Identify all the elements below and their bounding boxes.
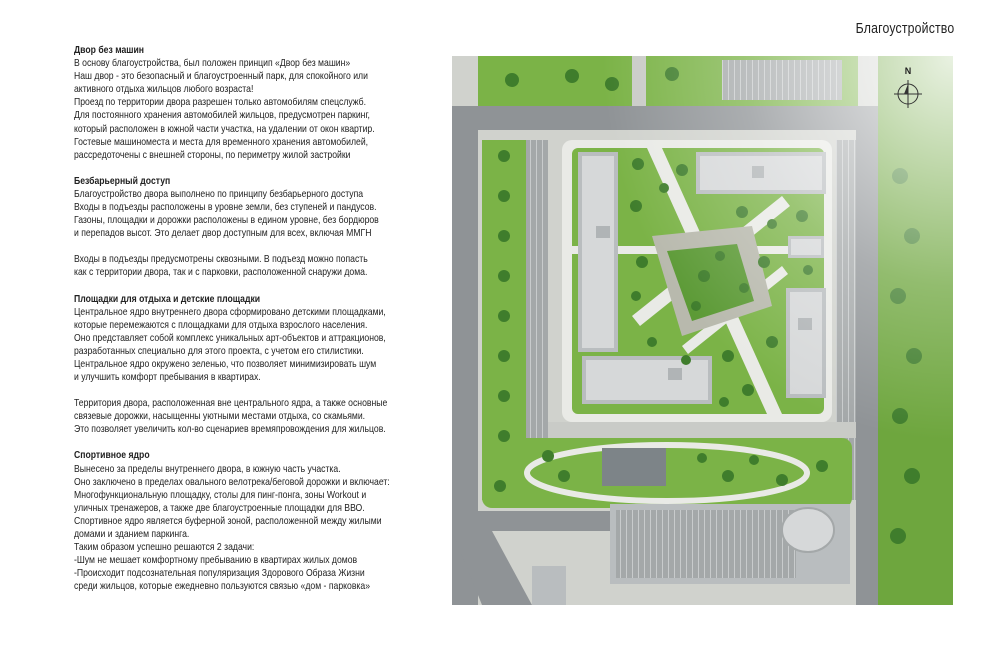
compass-label: N: [904, 66, 912, 76]
text-section: [74, 175, 435, 280]
section-paragraph: [74, 306, 435, 385]
section-heading: Двор без машин: [74, 45, 145, 56]
text-line: Оно заключено в пределах овального велотрека/беговой дорожки и включает:: [74, 476, 390, 488]
description-inner: [74, 44, 435, 593]
text-line: рассредоточены с внешней стороны, по периметру жилой застройки: [74, 149, 351, 161]
text-line: В основу благоустройства, был положен принцип «Двор без машин»: [74, 58, 351, 70]
text-line: который расположен в южной части участка, на удалении от окон квартир.: [74, 123, 375, 135]
text-line: Входы в подъезды расположены в уровне земли, без ступеней и пандусов.: [74, 202, 377, 214]
text-line: Многофункциональную площадку, столы для пинг-понга, зоны Workout и: [74, 489, 367, 501]
text-line: -Шум не мешает комфортному пребыванию в квартирах жилых домов: [74, 555, 358, 567]
text-line: активного отдыха жильцов любого возраста!: [74, 84, 254, 96]
text-line: Благоустройство двора выполнено по принципу безбарьерного доступа: [74, 188, 364, 200]
text-line: -Происходит подсознательная популяризация Здорового Образа Жизни: [74, 568, 365, 580]
text-section: [74, 44, 435, 162]
haze-overlay: [452, 56, 953, 605]
text-line: домами и зданием паркинга.: [74, 529, 190, 540]
section-paragraph: [74, 397, 435, 436]
text-line: Для постоянного хранения автомобилей жильцов, предусмотрен паркинг,: [74, 110, 370, 122]
text-line: Центральное ядро внутреннего двора сформировано детскими площадками,: [74, 306, 386, 318]
text-line: Наш двор - это безопасный и благоустроенный парк, для спокойного или: [74, 71, 368, 83]
text-line: Территория двора, расположенная вне центрального ядра, а также основные: [74, 398, 388, 410]
text-line: как с территории двора, так и с парковки, расположенной снаружи дома.: [74, 267, 368, 279]
text-line: разработанных специально для этого проекта, с учетом его стилистики.: [74, 345, 364, 357]
text-line: Таким образом успешно решаются 2 задачи:: [74, 542, 255, 554]
section-paragraph: [74, 188, 435, 240]
text-line: Входы в подъезды предусмотрены сквозными. В подъезд можно попасть: [74, 254, 368, 266]
text-line: Оно представляет собой комплекс уникальных арт-объектов и аттракционов,: [74, 332, 386, 344]
masterplan-image: [452, 56, 953, 605]
text-line: и перепадов высот. Это делает двор доступным для всех, включая ММГН: [74, 228, 372, 240]
text-line: которые перемежаются с площадками для отдыха взрослого населения.: [74, 319, 368, 331]
text-line: Проезд по территории двора разрешен только автомобилям спецслужб.: [74, 97, 367, 109]
text-section: [74, 449, 435, 593]
section-heading: Безбарьерный доступ: [74, 175, 171, 187]
section-paragraph: [74, 57, 435, 162]
masterplan-drawing: [452, 56, 953, 605]
text-line: Гостевые машиноместа и места для временного хранения автомобилей,: [74, 136, 369, 148]
text-line: Газоны, площадки и дорожки расположены в едином уровне, без бордюров: [74, 215, 379, 227]
section-paragraph: [74, 463, 435, 594]
page-title: Благоустройство: [855, 20, 954, 37]
text-line: Вынесено за пределы внутреннего двора, в южную часть участка.: [74, 463, 341, 475]
text-line: Спортивное ядро является буферной зоной, расположенной между жилыми: [74, 515, 382, 527]
text-line: связевые дорожки, насыщенны уютными местами отдыха, со скамьями.: [74, 411, 366, 423]
text-line: уличных тренажеров, а также две благоустроенные площадки для ВВО.: [74, 502, 365, 514]
text-line: среди жильцов, которые ежедневно пользуются связью «дом - парковка»: [74, 581, 371, 593]
text-section: [74, 293, 435, 437]
section-paragraph: [74, 253, 435, 279]
text-line: Это позволяет увеличить кол-во сценариев времяпровождения для жильцов.: [74, 424, 386, 436]
description-text: [74, 44, 434, 606]
text-line: Центральное ядро окружено зеленью, что позволяет минимизировать шум: [74, 358, 377, 370]
text-line: и улучшить комфорт пребывания в квартирах.: [74, 372, 261, 384]
section-heading: Площадки для отдыха и детские площадки: [74, 293, 261, 305]
section-heading: Спортивное ядро: [74, 450, 150, 462]
